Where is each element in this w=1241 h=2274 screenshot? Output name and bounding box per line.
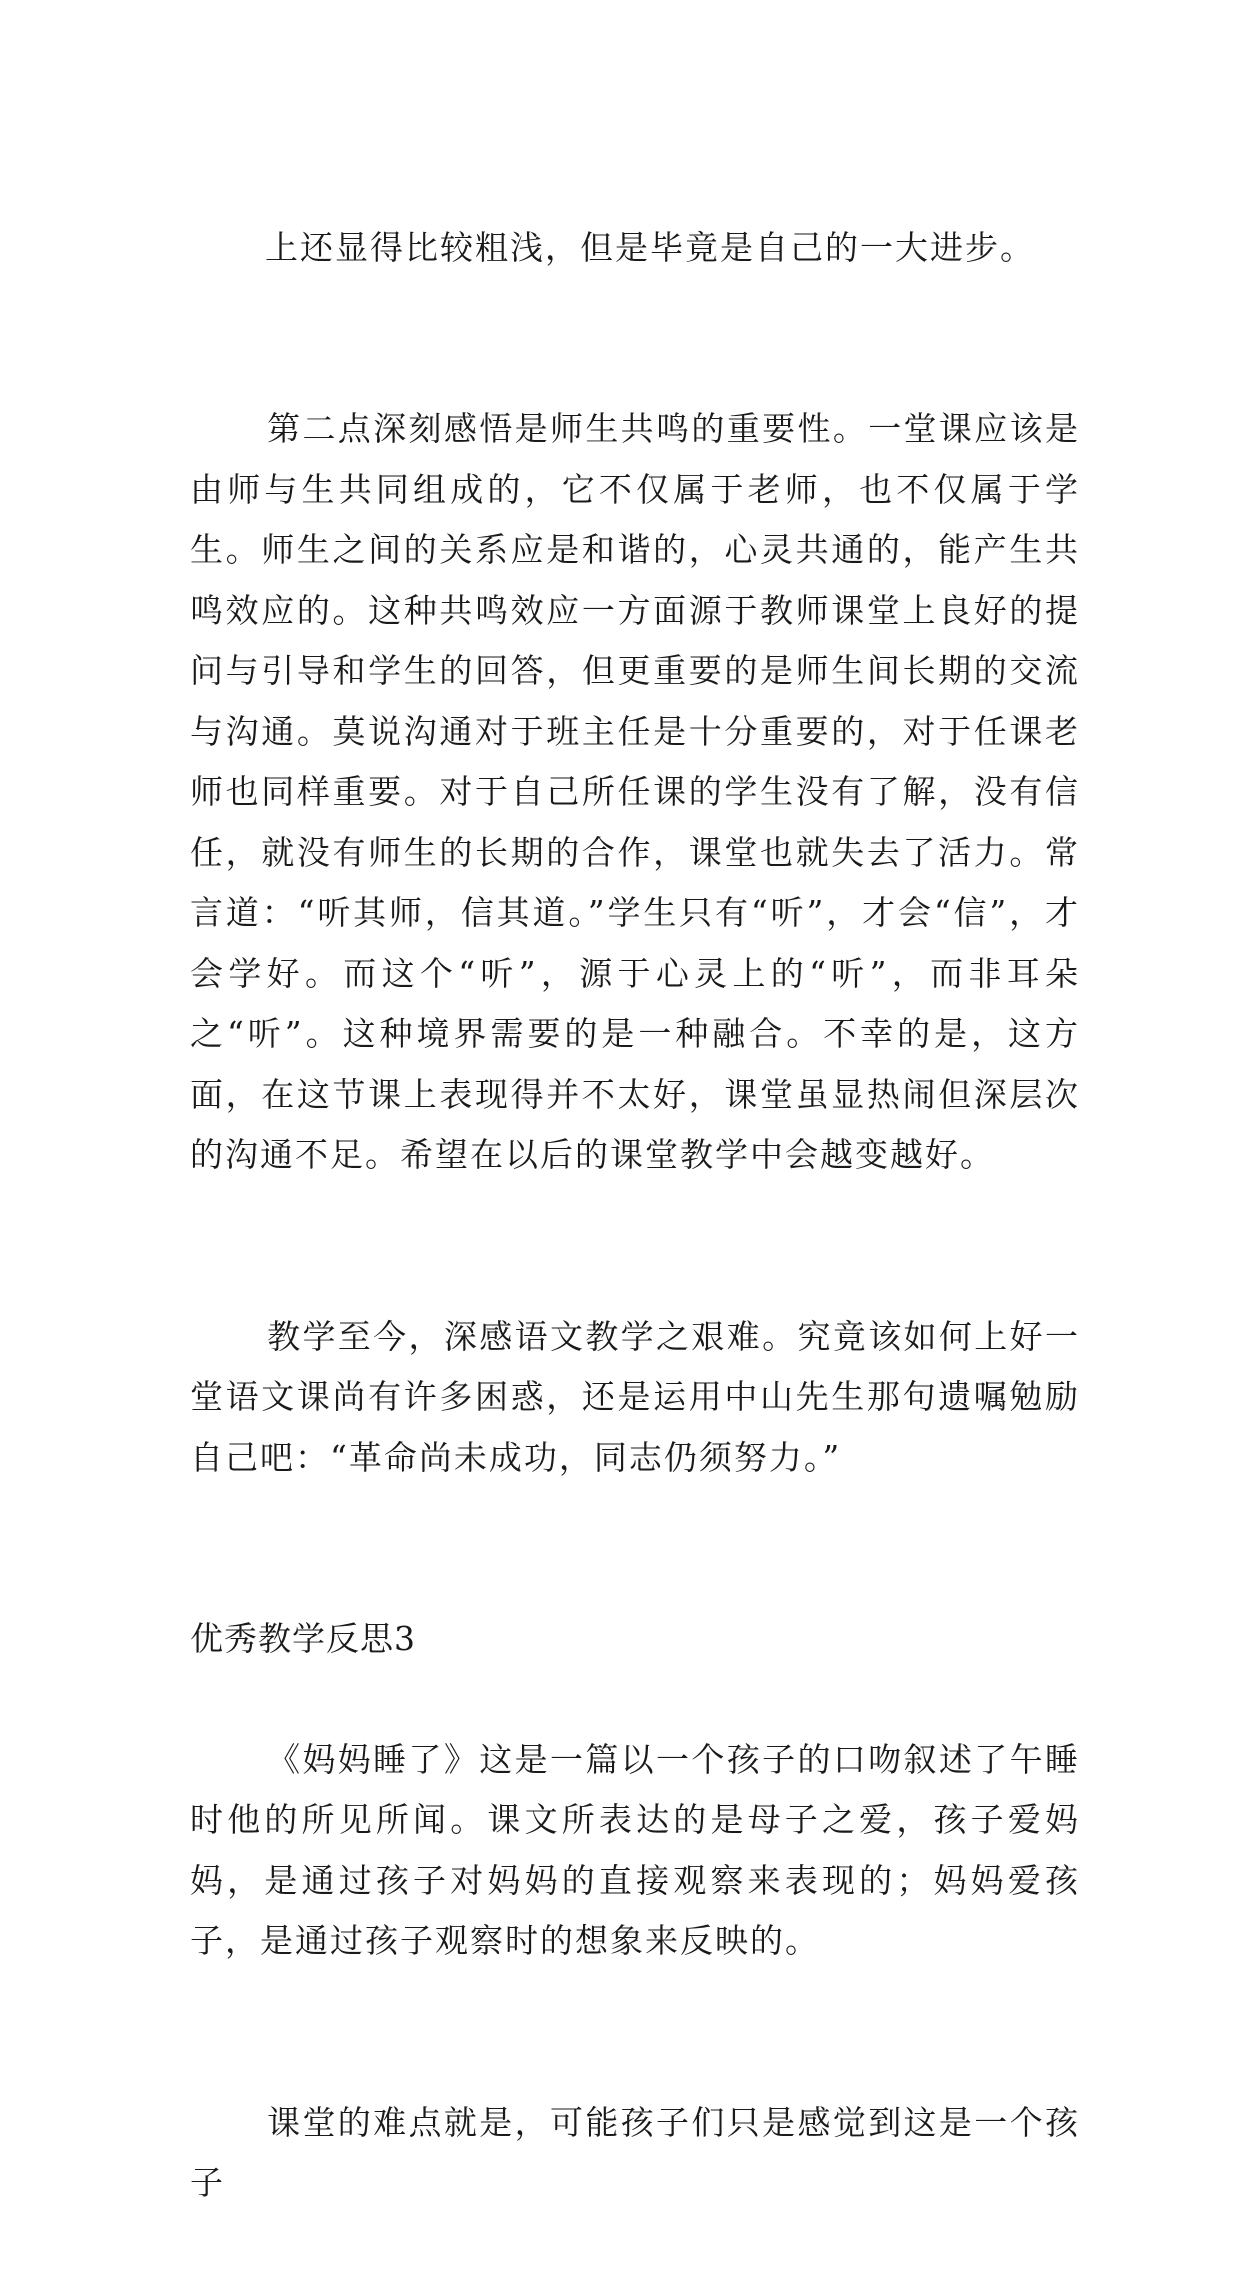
- paragraph-closing: [190, 1246, 1080, 1549]
- paragraph-difficulty: [190, 2032, 1080, 2274]
- section-gap: [190, 1549, 1080, 1609]
- text-line: 吧：“革命尚未成功，同志仍须努力。”: [260, 1437, 842, 1477]
- text-line: 生之间的关系应是和谐的，心灵共通的，能产生共鸣效应的。: [190, 530, 1080, 630]
- text-line: 对于自己所任课的学生没有了解，没有信任，就没有师生的: [190, 772, 1080, 872]
- paragraph-lesson-summary: [190, 1669, 1080, 2032]
- text-line: 第二点深刻感悟是师生共鸣的重要性。一堂课应该是由: [190, 409, 1080, 509]
- text-line: 他的所见所闻。课文所表达的是母子之爱，孩子爱妈妈，是: [190, 1800, 1081, 1900]
- text-line: 的课堂教学中会越变越好。: [575, 1135, 995, 1174]
- text-line: 通过孩子对妈妈的直接观察来表现的；妈妈爱孩子，是通过: [190, 1860, 1081, 1960]
- text-line: 语文课尚有许多困惑，还是运用中山先生那句遗嘱勉励自己: [190, 1377, 1080, 1477]
- text-line: “听”，源于心灵上的“听”，而非耳朵之“听”。这种境界: [190, 953, 1081, 1053]
- text-line: 需要的是一种融合。不幸的是，这方面，在这节课上表现得: [190, 1014, 1080, 1114]
- text-line: 教学至今，深感语文教学之艰难。究竟该如何上好一堂: [190, 1316, 1080, 1416]
- text-line: 上还显得比较粗浅，但是毕竟是自己的一大进步。: [264, 227, 1035, 267]
- text-line: 长期的合作，课堂也就失去了活力。常言道：“听其师，信: [190, 832, 1080, 932]
- text-line: 孩子观察时的想象来反映的。: [365, 1921, 820, 1960]
- text-line: 这种共鸣效应一方面源于教师课堂上良好的提问与引导和: [190, 590, 1080, 690]
- section-heading: 优秀教学反思3: [190, 1618, 416, 1658]
- text-line: 沟通对于班主任是十分重要的，对于任课老师也同样重要。: [190, 711, 1080, 811]
- text-line: 课堂的难点就是，可能孩子们只是感觉到这是一个孩子: [190, 2102, 1080, 2202]
- text-line: 《妈妈睡了》这是一篇以一个孩子的口吻叙述了午睡时: [190, 1739, 1080, 1839]
- document-body: [190, 157, 1080, 2274]
- paragraph-resonance: [190, 339, 1080, 1247]
- text-line: 师与生共同组成的，它不仅属于老师，也不仅属于学生。师: [190, 469, 1081, 569]
- text-line: 并不太好，课堂虽显热闹但深层次的沟通不足。希望在以后: [190, 1074, 1080, 1174]
- paragraph-continuation: [190, 157, 1080, 339]
- text-line: 学生的回答，但更重要的是师生间长期的交流与沟通。莫说: [190, 651, 1080, 751]
- text-line: 其道。”学生只有“听”，才会“信”，才会学好。而这个: [190, 893, 1081, 993]
